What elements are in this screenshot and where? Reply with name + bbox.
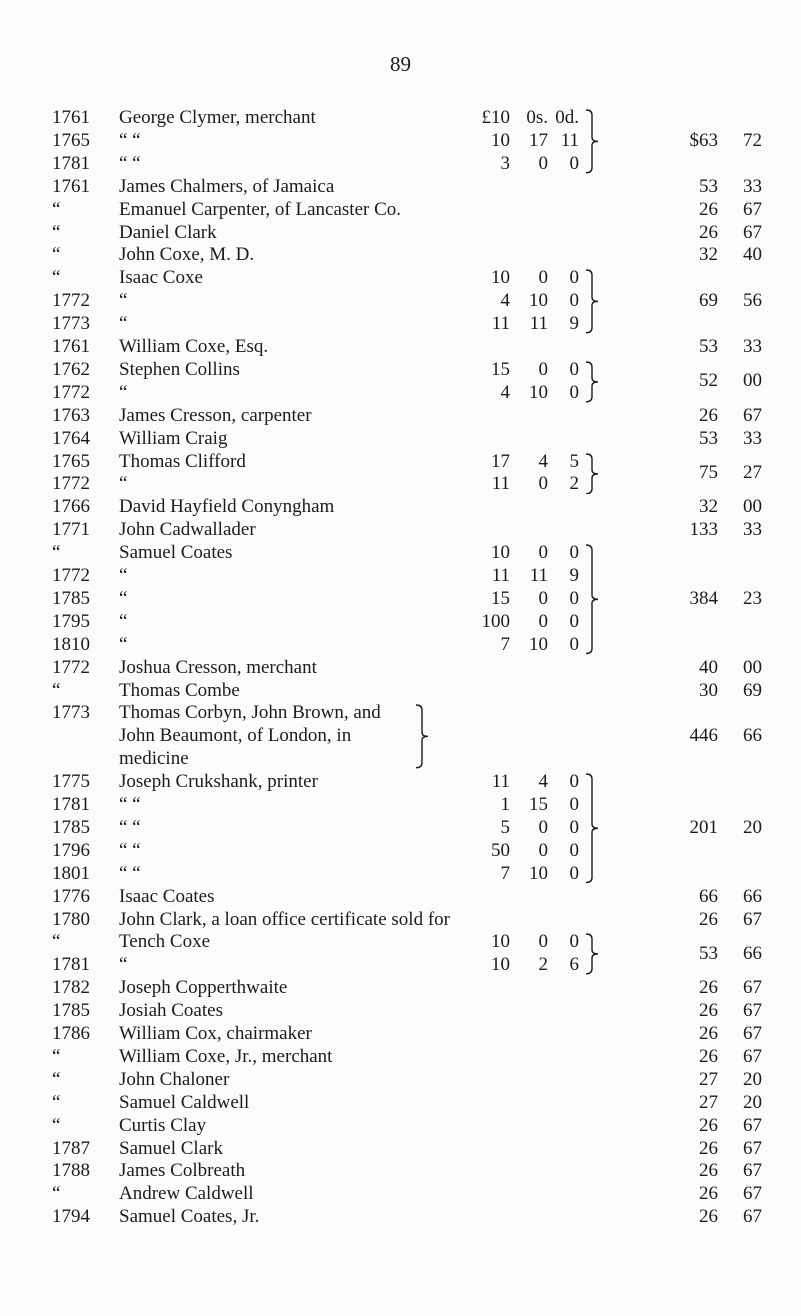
ledger-row bbox=[0, 153, 801, 175]
ledger-name: “ bbox=[119, 610, 128, 632]
ledger-dollars: 26 bbox=[699, 198, 718, 220]
ledger-name: Thomas Combe bbox=[119, 679, 240, 701]
ledger-row bbox=[0, 1046, 801, 1068]
ledger-name: David Hayfield Conyngham bbox=[119, 496, 335, 518]
ledger-cents: 67 bbox=[743, 1000, 762, 1022]
ledger-pence: 2 bbox=[569, 473, 579, 495]
ledger-dollars: 26 bbox=[699, 1160, 718, 1182]
ledger-cents: 67 bbox=[743, 977, 762, 999]
ledger-row bbox=[0, 1138, 801, 1160]
ledger-cents: 67 bbox=[743, 198, 762, 220]
ledger-year: “ bbox=[52, 1183, 61, 1205]
ledger-row bbox=[0, 290, 801, 312]
ledger-dollars: 26 bbox=[699, 977, 718, 999]
ledger-dollars: 26 bbox=[699, 1137, 718, 1159]
ledger-name: John Beaumont, of London, in bbox=[119, 725, 352, 747]
ledger-pence: 0 bbox=[569, 542, 579, 564]
ledger-pence: 0 bbox=[569, 358, 579, 380]
ledger-dollars: 201 bbox=[689, 816, 718, 838]
ledger-shillings: 10 bbox=[529, 381, 548, 403]
ledger-row bbox=[0, 1092, 801, 1114]
ledger-dollars: 66 bbox=[699, 885, 718, 907]
ledger-name: Thomas Clifford bbox=[119, 450, 246, 472]
ledger-cents: 00 bbox=[743, 656, 762, 678]
ledger-year: 1762 bbox=[52, 358, 90, 380]
ledger-dollars: 53 bbox=[699, 942, 718, 964]
ledger-row bbox=[0, 1000, 801, 1022]
ledger-cents: 00 bbox=[743, 370, 762, 392]
ledger-year: 1771 bbox=[52, 519, 90, 541]
ledger-shillings: 0 bbox=[538, 267, 548, 289]
ledger-dollars: 27 bbox=[699, 1068, 718, 1090]
ledger-cents: 33 bbox=[743, 519, 762, 541]
ledger-year: 1765 bbox=[52, 129, 90, 151]
ledger-dollars: 384 bbox=[689, 587, 718, 609]
ledger-year: 1810 bbox=[52, 633, 90, 655]
brace-mark bbox=[584, 544, 604, 655]
ledger-year: “ bbox=[52, 1068, 61, 1090]
ledger-pence: 0 bbox=[569, 587, 579, 609]
ledger-name: Samuel Coates bbox=[119, 542, 233, 564]
ledger-row bbox=[0, 222, 801, 244]
ledger-dollars: 53 bbox=[699, 175, 718, 197]
ledger-pounds: 15 bbox=[491, 587, 510, 609]
ledger-dollars: 69 bbox=[699, 290, 718, 312]
ledger-name: “ “ bbox=[119, 816, 141, 838]
ledger-name: “ “ bbox=[119, 862, 141, 884]
ledger-name: Daniel Clark bbox=[119, 221, 217, 243]
ledger-dollars: 40 bbox=[699, 656, 718, 678]
ledger-name: John Clark, a loan office certificate sold for bbox=[119, 908, 450, 930]
ledger-cents: 67 bbox=[743, 1137, 762, 1159]
ledger-cents: 33 bbox=[743, 427, 762, 449]
ledger-row bbox=[0, 977, 801, 999]
ledger-dollars: 446 bbox=[689, 725, 718, 747]
ledger-pounds: 1 bbox=[500, 794, 510, 815]
ledger-year: 1766 bbox=[52, 496, 90, 518]
ledger-row bbox=[0, 130, 801, 152]
ledger-dollars: 32 bbox=[699, 244, 718, 266]
ledger-row bbox=[0, 405, 801, 427]
ledger-pence: 0 bbox=[569, 633, 579, 655]
brace-path bbox=[586, 454, 598, 494]
ledger-cents: 00 bbox=[743, 496, 762, 518]
ledger-name: Joseph Crukshank, printer bbox=[119, 771, 318, 793]
ledger-cents: 56 bbox=[743, 290, 762, 312]
ledger-dollars: 53 bbox=[699, 336, 718, 357]
ledger-year: 1772 bbox=[52, 565, 90, 586]
brace-path bbox=[586, 270, 598, 333]
ledger-cents: 20 bbox=[743, 1091, 762, 1113]
brace-mark bbox=[584, 933, 604, 975]
ledger-pence: 11 bbox=[560, 129, 579, 151]
ledger-shillings: 11 bbox=[529, 313, 548, 335]
ledger-row bbox=[0, 107, 801, 129]
ledger-dollars: 52 bbox=[699, 370, 718, 392]
ledger-pence: 0 bbox=[569, 794, 579, 815]
ledger-cents: 66 bbox=[743, 885, 762, 907]
ledger-shillings: 0 bbox=[538, 839, 548, 861]
ledger-dollars: 26 bbox=[699, 1045, 718, 1067]
ledger-dollars: 27 bbox=[699, 1091, 718, 1113]
ledger-cents: 67 bbox=[743, 221, 762, 243]
ledger-name: “ bbox=[119, 565, 128, 586]
ledger-name: John Cadwallader bbox=[119, 519, 256, 541]
ledger-pounds: 4 bbox=[500, 381, 510, 403]
ledger-name: “ bbox=[119, 473, 128, 495]
ledger-name: Samuel Coates, Jr. bbox=[119, 1206, 260, 1228]
ledger-row bbox=[0, 886, 801, 908]
ledger-row bbox=[0, 634, 801, 656]
ledger-year: 1761 bbox=[52, 336, 90, 357]
ledger-cents: 66 bbox=[743, 942, 762, 964]
ledger-dollars: 53 bbox=[699, 427, 718, 449]
ledger-row bbox=[0, 1183, 801, 1205]
ledger-name: “ “ bbox=[119, 129, 141, 151]
ledger-year: 1787 bbox=[52, 1137, 90, 1159]
ledger-pence: 5 bbox=[569, 450, 579, 472]
ledger-row bbox=[0, 1069, 801, 1091]
ledger-year: “ bbox=[52, 1045, 61, 1067]
ledger-shillings: 11 bbox=[529, 565, 548, 586]
ledger-year: 1761 bbox=[52, 107, 90, 128]
ledger-cents: 20 bbox=[743, 1068, 762, 1090]
ledger-year: 1781 bbox=[52, 152, 90, 174]
ledger-pence: 9 bbox=[569, 565, 579, 586]
ledger-pounds: 17 bbox=[491, 450, 510, 472]
ledger-year: “ bbox=[52, 679, 61, 701]
ledger-year: 1785 bbox=[52, 816, 90, 838]
ledger-name: “ bbox=[119, 954, 128, 976]
ledger-cents: 72 bbox=[743, 129, 762, 151]
ledger-pounds: 10 bbox=[491, 129, 510, 151]
ledger-year: 1795 bbox=[52, 610, 90, 632]
ledger-cents: 40 bbox=[743, 244, 762, 266]
ledger-name: Isaac Coates bbox=[119, 885, 215, 907]
ledger-year: 1765 bbox=[52, 450, 90, 472]
ledger-row bbox=[0, 611, 801, 633]
ledger-name: Joshua Cresson, merchant bbox=[119, 656, 317, 678]
ledger-pence: 0 bbox=[569, 931, 579, 953]
ledger-pounds: 10 bbox=[491, 954, 510, 976]
ledger-dollars: 26 bbox=[699, 1183, 718, 1205]
ledger-year: “ bbox=[52, 1091, 61, 1113]
ledger-year: 1794 bbox=[52, 1206, 90, 1228]
ledger-name: “ “ bbox=[119, 794, 141, 815]
ledger-name: John Coxe, M. D. bbox=[119, 244, 255, 266]
ledger-cents: 67 bbox=[743, 1045, 762, 1067]
ledger-shillings: 0 bbox=[538, 542, 548, 564]
ledger-name: William Craig bbox=[119, 427, 228, 449]
ledger-dollars: 26 bbox=[699, 1000, 718, 1022]
brace-mark bbox=[584, 269, 604, 334]
ledger-cents: 67 bbox=[743, 1160, 762, 1182]
ledger-year: 1772 bbox=[52, 473, 90, 495]
ledger-name: William Coxe, Jr., merchant bbox=[119, 1045, 333, 1067]
brace-path bbox=[416, 705, 428, 768]
brace-path bbox=[586, 774, 598, 883]
ledger-name: “ bbox=[119, 633, 128, 655]
ledger-row bbox=[0, 1206, 801, 1228]
ledger-name: Josiah Coates bbox=[119, 1000, 223, 1022]
ledger-row bbox=[0, 496, 801, 518]
ledger-shillings: 0 bbox=[538, 610, 548, 632]
ledger-year: 1780 bbox=[52, 908, 90, 930]
ledger-cents: 23 bbox=[743, 587, 762, 609]
ledger-shillings: 0 bbox=[538, 587, 548, 609]
ledger-dollars: 26 bbox=[699, 221, 718, 243]
ledger-pounds: 10 bbox=[491, 542, 510, 564]
ledger-dollars: $63 bbox=[689, 129, 718, 151]
ledger-name: William Coxe, Esq. bbox=[119, 336, 269, 357]
brace-path bbox=[586, 934, 598, 974]
ledger-name: Emanuel Carpenter, of Lancaster Co. bbox=[119, 198, 402, 220]
ledger-name: John Chaloner bbox=[119, 1068, 230, 1090]
ledger-name: “ bbox=[119, 381, 128, 403]
ledger-row bbox=[0, 542, 801, 564]
ledger-name: Stephen Collins bbox=[119, 358, 240, 380]
brace-path bbox=[586, 110, 598, 173]
ledger-cents: 67 bbox=[743, 908, 762, 930]
ledger-name: Isaac Coxe bbox=[119, 267, 203, 289]
ledger-cents: 67 bbox=[743, 1206, 762, 1228]
ledger-year: “ bbox=[52, 931, 61, 953]
ledger-row bbox=[0, 176, 801, 198]
ledger-cents: 33 bbox=[743, 175, 762, 197]
ledger-shillings: 0 bbox=[538, 152, 548, 174]
ledger-row bbox=[0, 1115, 801, 1137]
ledger-shillings: 10 bbox=[529, 862, 548, 884]
ledger-year: “ bbox=[52, 267, 61, 289]
ledger-year: 1786 bbox=[52, 1023, 90, 1044]
ledger-shillings: 0 bbox=[538, 358, 548, 380]
ledger-year: 1796 bbox=[52, 839, 90, 861]
ledger-pounds: £10 bbox=[481, 107, 510, 128]
ledger-name: “ bbox=[119, 313, 128, 335]
brace-path bbox=[586, 545, 598, 654]
ledger-name: Andrew Caldwell bbox=[119, 1183, 254, 1205]
ledger-year: 1801 bbox=[52, 862, 90, 884]
ledger-row bbox=[0, 565, 801, 587]
ledger-pounds: 11 bbox=[491, 473, 510, 495]
ledger-name: James Cresson, carpenter bbox=[119, 404, 312, 426]
ledger-year: 1773 bbox=[52, 313, 90, 335]
ledger-total bbox=[0, 462, 801, 484]
ledger-cents: 67 bbox=[743, 1114, 762, 1136]
ledger-shillings: 4 bbox=[538, 450, 548, 472]
ledger-pounds: 11 bbox=[491, 771, 510, 793]
ledger-year: 1788 bbox=[52, 1160, 90, 1182]
ledger-year: 1781 bbox=[52, 794, 90, 815]
ledger-pence: 0 bbox=[569, 290, 579, 312]
ledger-name: “ “ bbox=[119, 152, 141, 174]
ledger-pounds: 11 bbox=[491, 313, 510, 335]
ledger-dollars: 26 bbox=[699, 404, 718, 426]
ledger-cents: 33 bbox=[743, 336, 762, 357]
ledger-row bbox=[0, 588, 801, 610]
ledger-year: 1763 bbox=[52, 404, 90, 426]
ledger-shillings: 0s. bbox=[526, 107, 548, 128]
brace-mark bbox=[584, 361, 604, 403]
ledger-row bbox=[0, 519, 801, 541]
ledger-cents: 66 bbox=[743, 725, 762, 747]
ledger-shillings: 10 bbox=[529, 633, 548, 655]
ledger-row bbox=[0, 771, 801, 793]
brace-mark bbox=[584, 453, 604, 495]
ledger-cents: 67 bbox=[743, 404, 762, 426]
ledger-cents: 67 bbox=[743, 1183, 762, 1205]
ledger-row bbox=[0, 680, 801, 702]
ledger-year: “ bbox=[52, 1114, 61, 1136]
ledger-pounds: 11 bbox=[491, 565, 510, 586]
ledger-row bbox=[0, 863, 801, 885]
ledger-name: medicine bbox=[119, 748, 189, 770]
brace-mark bbox=[584, 109, 604, 174]
ledger-row bbox=[0, 1160, 801, 1182]
ledger-shillings: 0 bbox=[538, 473, 548, 495]
ledger-name: George Clymer, merchant bbox=[119, 107, 316, 128]
ledger-name: James Chalmers, of Jamaica bbox=[119, 175, 335, 197]
ledger-year: 1785 bbox=[52, 587, 90, 609]
ledger-pence: 0 bbox=[569, 152, 579, 174]
ledger-row bbox=[0, 267, 801, 289]
ledger-year: 1772 bbox=[52, 381, 90, 403]
ledger-name: Samuel Caldwell bbox=[119, 1091, 250, 1113]
ledger-year: 1772 bbox=[52, 290, 90, 312]
ledger-year: “ bbox=[52, 542, 61, 564]
ledger-year: 1764 bbox=[52, 427, 90, 449]
ledger-total bbox=[0, 943, 801, 965]
ledger-year: “ bbox=[52, 198, 61, 220]
ledger-dollars: 30 bbox=[699, 679, 718, 701]
ledger-cents: 67 bbox=[743, 1023, 762, 1044]
ledger-name: Tench Coxe bbox=[119, 931, 211, 953]
ledger-total bbox=[0, 370, 801, 392]
ledger-row bbox=[0, 199, 801, 221]
ledger-pounds: 5 bbox=[500, 816, 510, 838]
ledger-pounds: 7 bbox=[500, 862, 510, 884]
ledger-row bbox=[0, 840, 801, 862]
ledger-pence: 0 bbox=[569, 839, 579, 861]
ledger-dollars: 75 bbox=[699, 461, 718, 483]
ledger-shillings: 0 bbox=[538, 816, 548, 838]
ledger-pounds: 4 bbox=[500, 290, 510, 312]
ledger-pence: 9 bbox=[569, 313, 579, 335]
ledger-row bbox=[0, 428, 801, 450]
ledger-year: 1761 bbox=[52, 175, 90, 197]
ledger-row bbox=[0, 313, 801, 335]
brace-mark bbox=[414, 704, 434, 769]
ledger-pence: 0 bbox=[569, 862, 579, 884]
ledger-shillings: 4 bbox=[538, 771, 548, 793]
brace-mark bbox=[584, 773, 604, 884]
page-number: 89 bbox=[390, 52, 411, 76]
ledger-pence: 0 bbox=[569, 816, 579, 838]
ledger-cents: 20 bbox=[743, 816, 762, 838]
ledger-row bbox=[0, 748, 801, 770]
ledger-year: 1775 bbox=[52, 771, 90, 793]
ledger-name: James Colbreath bbox=[119, 1160, 246, 1182]
ledger-pence: 0 bbox=[569, 610, 579, 632]
ledger-dollars: 32 bbox=[699, 496, 718, 518]
ledger-row bbox=[0, 336, 801, 358]
ledger-row bbox=[0, 909, 801, 931]
ledger-pence: 6 bbox=[569, 954, 579, 976]
ledger-shillings: 2 bbox=[538, 954, 548, 976]
ledger-shillings: 17 bbox=[529, 129, 548, 151]
ledger-name: “ bbox=[119, 290, 128, 312]
ledger-year: 1785 bbox=[52, 1000, 90, 1022]
ledger-pounds: 100 bbox=[481, 610, 510, 632]
ledger-row bbox=[0, 244, 801, 266]
ledger-shillings: 10 bbox=[529, 290, 548, 312]
ledger-pence: 0d. bbox=[555, 107, 579, 128]
ledger-cents: 27 bbox=[743, 461, 762, 483]
ledger-row bbox=[0, 657, 801, 679]
ledger-name: Thomas Corbyn, John Brown, and bbox=[119, 702, 381, 724]
ledger-pounds: 3 bbox=[500, 152, 510, 174]
ledger-year: 1781 bbox=[52, 954, 90, 976]
ledger-pounds: 10 bbox=[491, 267, 510, 289]
ledger-name: Curtis Clay bbox=[119, 1114, 207, 1136]
ledger-row bbox=[0, 725, 801, 747]
ledger-dollars: 26 bbox=[699, 908, 718, 930]
ledger-dollars: 26 bbox=[699, 1023, 718, 1044]
ledger-name: Joseph Copperthwaite bbox=[119, 977, 288, 999]
ledger-name: “ “ bbox=[119, 839, 141, 861]
ledger-row bbox=[0, 794, 801, 816]
ledger-shillings: 15 bbox=[529, 794, 548, 815]
ledger-pence: 0 bbox=[569, 771, 579, 793]
ledger-dollars: 133 bbox=[689, 519, 718, 541]
ledger-name: William Cox, chairmaker bbox=[119, 1023, 312, 1044]
ledger-year: 1782 bbox=[52, 977, 90, 999]
ledger-row bbox=[0, 1023, 801, 1045]
ledger-cents: 69 bbox=[743, 679, 762, 701]
ledger-row bbox=[0, 702, 801, 724]
ledger-year: 1776 bbox=[52, 885, 90, 907]
ledger-year: “ bbox=[52, 221, 61, 243]
ledger-year: 1772 bbox=[52, 656, 90, 678]
ledger-year: 1773 bbox=[52, 702, 90, 724]
ledger-pence: 0 bbox=[569, 267, 579, 289]
ledger-row bbox=[0, 817, 801, 839]
ledger-pence: 0 bbox=[569, 381, 579, 403]
ledger-pounds: 7 bbox=[500, 633, 510, 655]
ledger-pounds: 15 bbox=[491, 358, 510, 380]
ledger-year: “ bbox=[52, 244, 61, 266]
ledger-dollars: 26 bbox=[699, 1206, 718, 1228]
ledger-pounds: 50 bbox=[491, 839, 510, 861]
ledger-pounds: 10 bbox=[491, 931, 510, 953]
ledger-name: Samuel Clark bbox=[119, 1137, 223, 1159]
ledger-shillings: 0 bbox=[538, 931, 548, 953]
brace-path bbox=[586, 362, 598, 402]
ledger-name: “ bbox=[119, 587, 128, 609]
ledger-dollars: 26 bbox=[699, 1114, 718, 1136]
